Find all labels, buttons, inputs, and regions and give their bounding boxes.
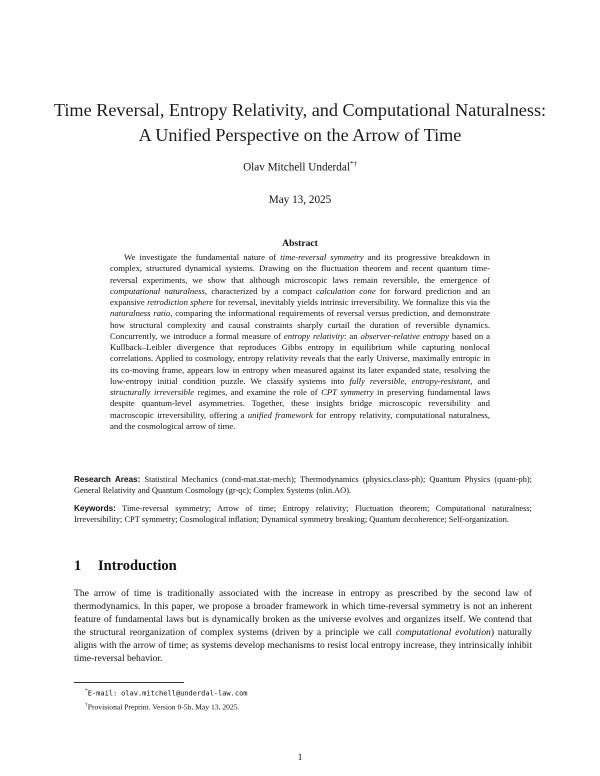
abstract-text: regimes, and examine the role of — [194, 387, 322, 397]
footnote-email-mark: * — [85, 688, 88, 694]
footnote-email — [85, 686, 525, 700]
abstract-emphasis: retrodiction sphere — [147, 297, 214, 307]
abstract-body — [110, 252, 490, 432]
abstract-emphasis: observer-relative entropy — [360, 330, 449, 341]
abstract-text: , and — [470, 375, 491, 386]
title-line-1: Time Reversal, Entropy Relativity, and Computational Naturalness: — [53, 100, 547, 120]
abstract-text: in preserving fundamental laws despite quantum-level asymmetries. Together, these insights bridge microscopic reversibility and macroscopic irreversibility, offering a — [110, 387, 490, 420]
intro-text: The arrow of time is traditionally associated with the increase in entropy as prescribed by the second law of thermodynamics. In this paper, we propose a broader framework in which time-reversal symmetry is not an inherent feature of fundamental laws but is dynamically broken as the universe evolves and organizes itself. We contend that the structural reorganization of complex systems (driven by a principle we call — [74, 588, 532, 639]
footnote-provisional — [85, 700, 525, 713]
title-line-2: A Unified Perspective on the Arrow of Time — [138, 125, 462, 145]
intro-emphasis: computational evolution — [395, 627, 491, 639]
abstract-emphasis: structurally irreversible — [110, 387, 195, 397]
abstract-emphasis: fully reversible — [349, 375, 405, 386]
research-areas — [74, 474, 532, 497]
abstract-heading: Abstract — [282, 238, 318, 249]
section-title: Introduction — [98, 558, 177, 574]
abstract-emphasis: computational naturalness — [110, 285, 205, 296]
abstract-text: , comparing the informational requirements of reversal versus prediction, and demonstrate how structural complexity and causal constraints sharply curtail the duration of reversible dynamics. Concurrently, we introduce a formal measure of — [110, 308, 490, 341]
abstract-emphasis: CPT symmetry — [321, 387, 374, 397]
section-heading — [74, 558, 177, 575]
footnote-email-label: E-mail: — [87, 689, 118, 698]
research-areas-text: Statistical Mechanics (cond-mat.stat-mech); Thermodynamics (physics.class-ph); Quantum Physics (quant-ph); General Relativity and Quantum Cosmology (gr-qc); Complex Systems (nlin.AO). — [74, 475, 533, 496]
footnotes — [85, 686, 525, 712]
footnote-provisional-text: Provisional Preprint. Version 0-5b, May 13, 2025. — [87, 702, 240, 712]
section-number: 1 — [74, 558, 82, 574]
abstract-text: based on a Kullback–Leibler divergence that reproduces Gibbs entropy in equilibrium while capturing nonlocal correlations. Applied to cosmology, entropy relativity reveals that the early Universe, maximally entropic in its co-moving frame, appears low in entropy when measured against its later expanded state, resolving the low-entropy initial condition puzzle. We classify systems into — [110, 330, 490, 386]
abstract-text: for forward prediction and an expansive — [110, 285, 490, 307]
abstract-emphasis: entropy relativity — [283, 330, 345, 341]
author-footnote-mark: *† — [349, 160, 357, 168]
abstract-text: and its progressive breakdown in complex, structured dynamical systems. Drawing on the fluctuation theorem and recent quantum time-reversal experiments, we show that although microscopic laws remain reversible, the emergence of — [110, 252, 490, 285]
abstract-text: We investigate the fundamental nature of — [124, 252, 281, 262]
research-areas-label: Research Areas: — [74, 475, 141, 484]
abstract-text: , — [404, 375, 412, 386]
abstract-emphasis: calculation cone — [316, 285, 376, 296]
abstract-text: : an — [344, 330, 361, 341]
keywords — [74, 503, 532, 526]
abstract-emphasis: naturalness ratio — [110, 308, 171, 319]
introduction-paragraph — [74, 587, 532, 665]
footnote-provisional-mark: † — [85, 701, 88, 708]
paper-title — [40, 98, 560, 148]
abstract-text: for entropy relativity, computational naturalness, and the cosmological arrow of time. — [110, 409, 490, 431]
keywords-text: Time-reversal symmetry; Arrow of time; Entropy relativity; Fluctuation theorem; Computational naturalness; Irreversibility; CPT symmetry; Cosmological inflation; Dynamical symmetry breaking; Quantum decoherence; Self-organization. — [74, 504, 532, 525]
author-line — [0, 160, 600, 174]
intro-text: ) naturally aligns with the arrow of time; as systems develop mechanisms to resist local entropy increase, they intrinsically inhibit time-reversal behavior. — [74, 627, 532, 665]
footnote-divider — [74, 682, 184, 683]
abstract-emphasis: entropy-resistant — [411, 375, 471, 386]
abstract-text: , characterized by a compact — [204, 285, 317, 296]
keywords-label: Keywords: — [74, 504, 116, 513]
abstract-emphasis: time-reversal symmetry — [280, 252, 364, 262]
page-number: 1 — [297, 752, 303, 763]
abstract-emphasis: unified framework — [247, 409, 313, 420]
abstract-text: for reversal, inevitably yields intrinsic irreversibility. We formalize this via the — [213, 297, 490, 307]
publication-date: May 13, 2025 — [268, 194, 332, 206]
author-name: Olav Mitchell Underdal — [243, 161, 350, 174]
author-email-link[interactable]: olav.mitchell@underdal-law.com — [121, 689, 248, 698]
